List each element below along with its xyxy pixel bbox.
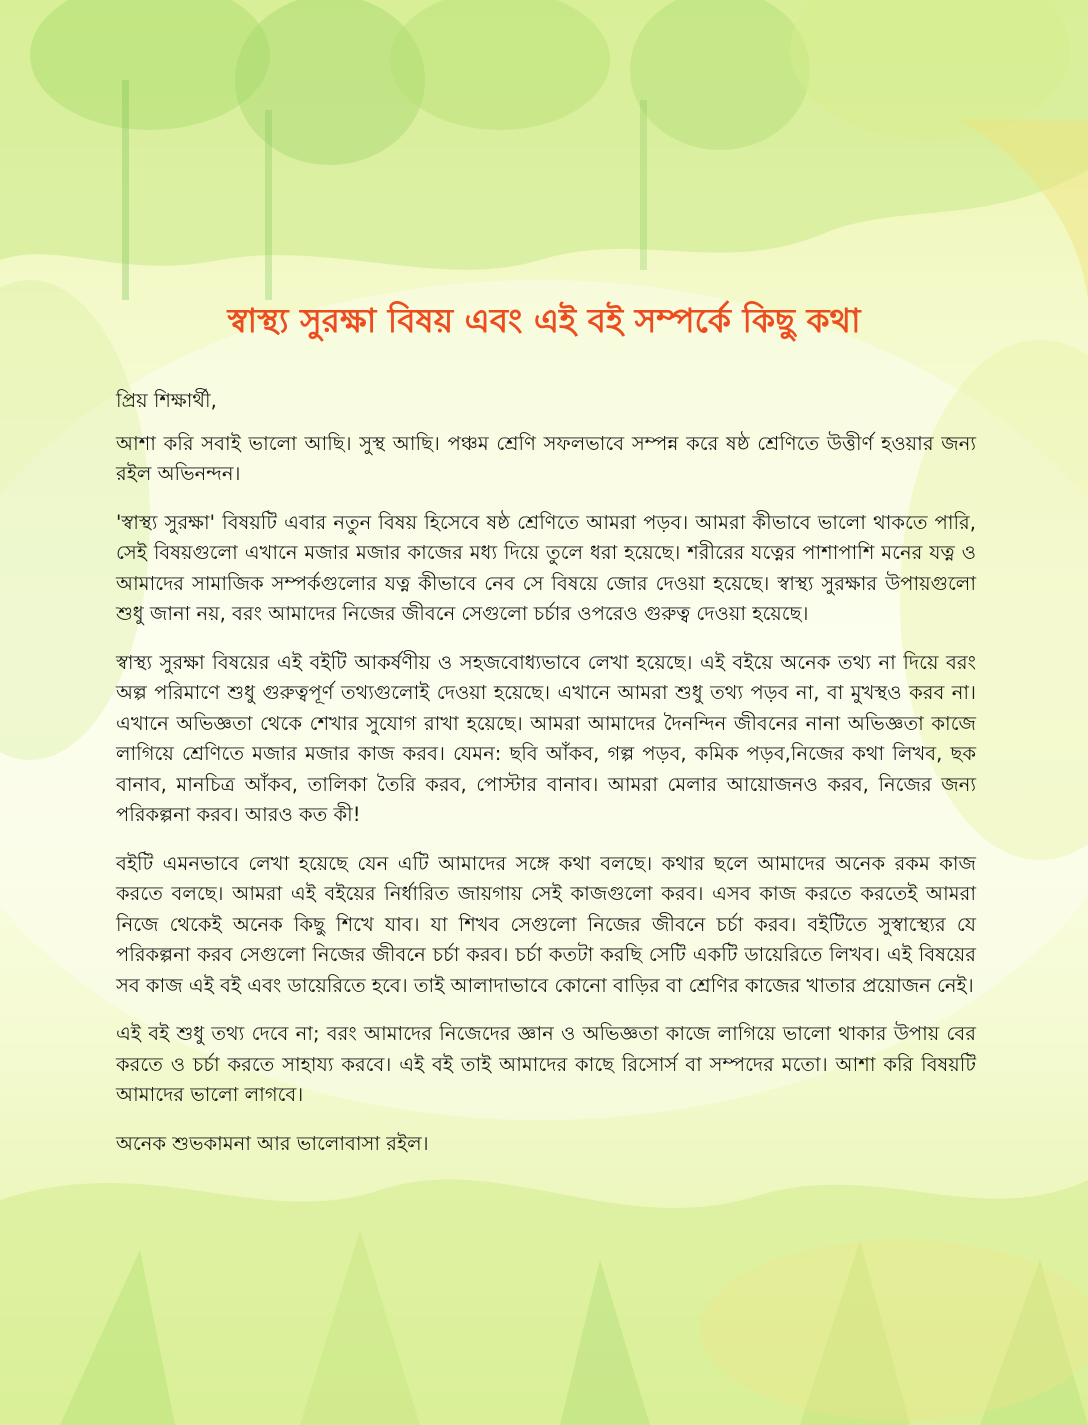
closing-line: অনেক শুভকামনা আর ভালোবাসা রইল। bbox=[116, 1131, 429, 1155]
bg-stem-shape bbox=[640, 100, 647, 270]
salutation: প্রিয় শিক্ষার্থী, bbox=[116, 389, 217, 412]
letter-body bbox=[116, 386, 976, 1177]
paragraph: এই বই শুধু তথ্য দেবে না; বরং আমাদের নিজেদের জ্ঞান ও অভিজ্ঞতা কাজে লাগিয়ে ভালো থাকার উপায় বের করতে ও চর্চা করতে সাহায্য করবে। এই বই তাই আমাদের কাছে রিসোর্স বা সম্পদের মতো। আশা করি বিষয়টি আমাদের ভালো লাগবে। bbox=[116, 1022, 976, 1106]
paragraph: 'স্বাস্থ্য সুরক্ষা' বিষয়টি এবার নতুন বিষয় হিসেবে ষষ্ঠ শ্রেণিতে আমরা পড়ব। আমরা কীভাবে ভালো থাকতে পারি, সেই বিষয়গুলো এখানে মজার মজার কাজের মধ্য দিয়ে তুলে ধরা হয়েছে। শরীরের যত্নের পাশাপাশি মনের যত্ন ও আমাদের সামাজিক সম্পর্কগুলোর যত্ন কীভাবে নেব সে বিষয়ে জোর দেওয়া হয়েছে। স্বাস্থ্য সুরক্ষার উপায়গুলো শুধু জানা নয়, বরং আমাদের নিজের জীবনে সেগুলো চর্চার ওপরেও গুরুত্ব দেওয়া হয়েছে। bbox=[116, 510, 976, 625]
bg-stem-shape bbox=[265, 110, 272, 300]
bg-glow-shape bbox=[700, 1240, 1088, 1420]
paragraph: বইটি এমনভাবে লেখা হয়েছে যেন এটি আমাদের সঙ্গে কথা বলছে। কথার ছলে আমাদের অনেক রকম কাজ করতে বলছে। আমরা এই বইয়ের নির্ধারিত জায়গায় সেই কাজগুলো করব। এসব কাজ করতে করতেই আমরা নিজে থেকেই অনেক কিছু শিখে যাব। যা শিখব সেগুলো নিজের জীবনে চর্চা করব। বইটিতে সুস্বাস্থ্যের যে পরিকল্পনা করব সেগুলো নিজের জীবনে চর্চা করব। চর্চা কতটা করছি সেটি একটি ডায়েরিতে লিখব। এই বিষয়ের সব কাজ এই বই এবং ডায়েরিতে হবে। তাই আলাদাভাবে কোনো বাড়ির বা শ্রেণির কাজের খাতার প্রয়োজন নেই। bbox=[116, 851, 976, 997]
paragraph: স্বাস্থ্য সুরক্ষা বিষয়ের এই বইটি আকর্ষণীয় ও সহজবোধ্যভাবে লেখা হয়েছে। এই বইয়ে অনেক তথ্য না দিয়ে বরং অল্প পরিমাণে শুধু গুরুত্বপূর্ণ তথ্যগুলোই দেওয়া হয়েছে। এখানে আমরা শুধু তথ্য পড়ব না, বা মুখস্থও করব না। এখানে অভিজ্ঞতা থেকে শেখার সুযোগ রাখা হয়েছে। আমরা আমাদের দৈনন্দিন জীবনের নানা অভিজ্ঞতা কাজে লাগিয়ে শ্রেণিতে মজার মজার কাজ করব। যেমন: ছবি আঁকব, গল্প পড়ব, কমিক পড়ব,নিজের কথা লিখব, ছক বানাব, মানচিত্র আঁকব, তালিকা তৈরি করব, পোস্টার বানাব। আমরা মেলার আয়োজনও করব, নিজের জন্য পরিকল্পনা করব। আরও কত কী! bbox=[116, 650, 976, 826]
bg-stem-shape bbox=[122, 80, 129, 300]
paragraph: আশা করি সবাই ভালো আছি। সুস্থ আছি। পঞ্চম শ্রেণি সফলভাবে সম্পন্ন করে ষষ্ঠ শ্রেণিতে উত্তীর্ণ হওয়ার জন্য রইল অভিনন্দন। bbox=[116, 431, 976, 485]
page-title: স্বাস্থ্য সুরক্ষা বিষয় এবং এই বই সম্পর্কে কিছু কথা bbox=[227, 301, 861, 340]
